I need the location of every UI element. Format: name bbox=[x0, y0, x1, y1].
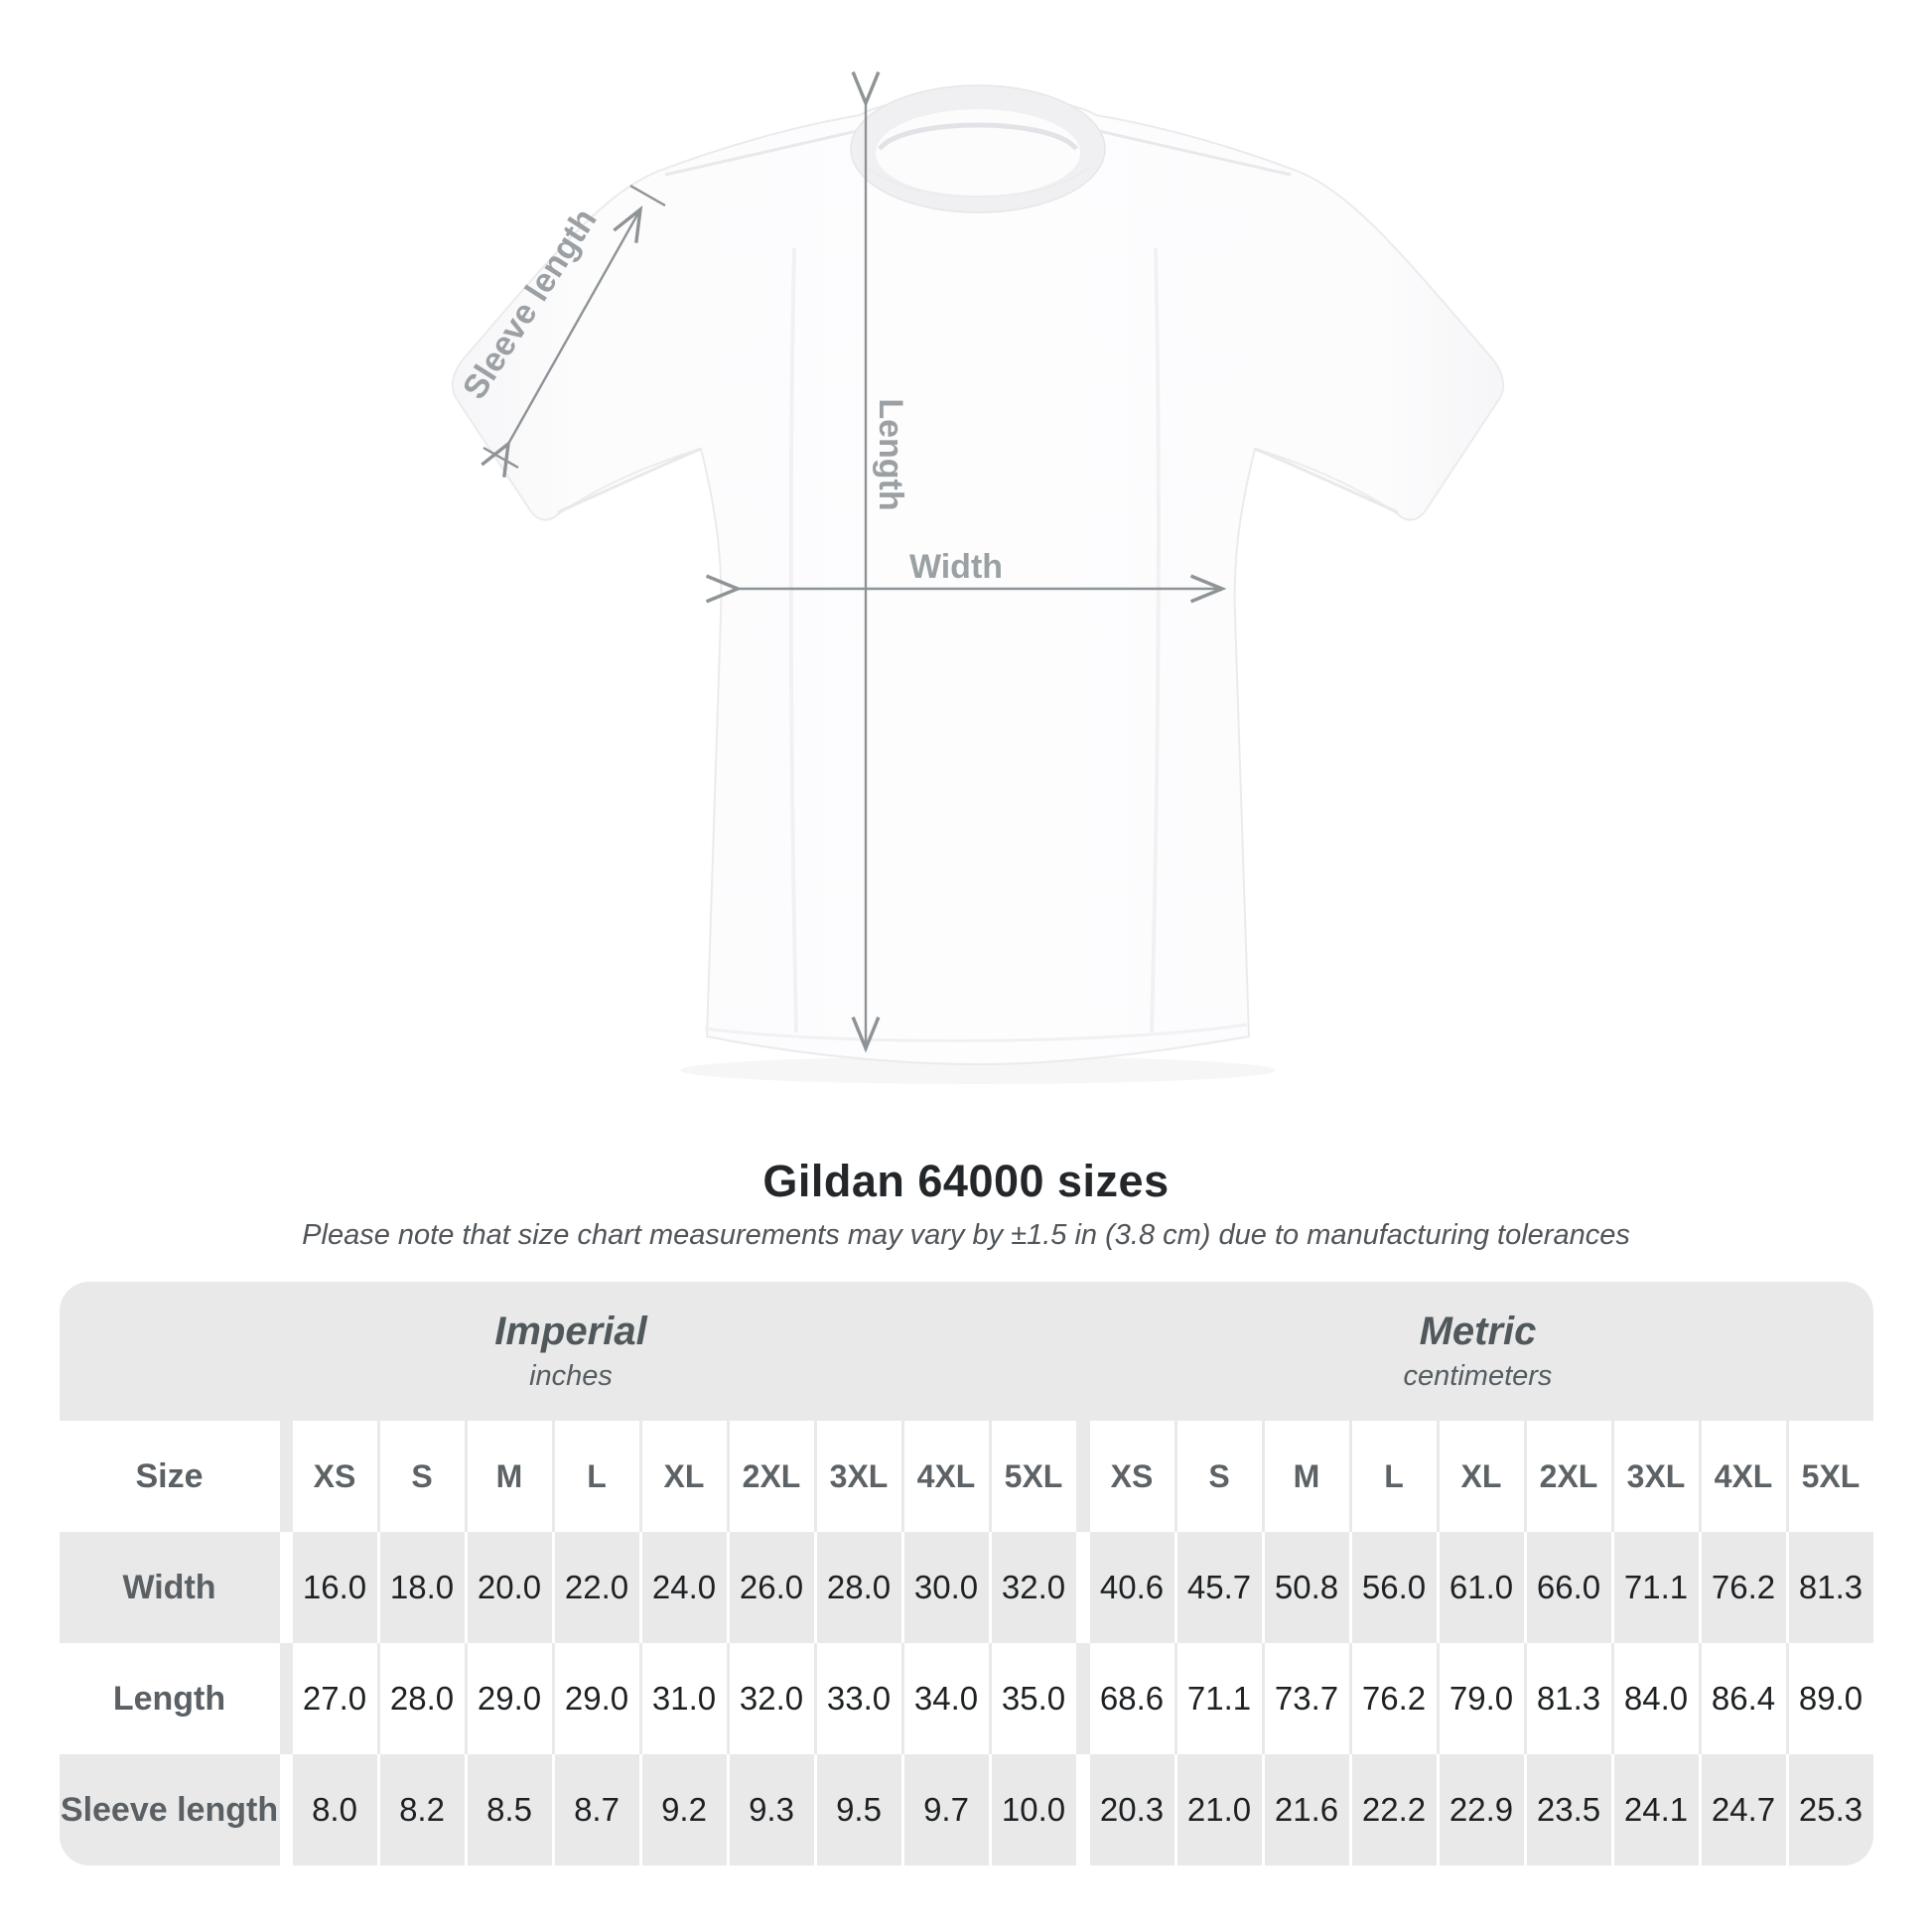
size-chart-rows bbox=[60, 1421, 1873, 1865]
unit-group-divider bbox=[1079, 1754, 1087, 1865]
table-cell: 61.0 bbox=[1440, 1532, 1524, 1643]
size-column-header: 3XL bbox=[1614, 1421, 1699, 1532]
table-cell: 30.0 bbox=[904, 1532, 989, 1643]
table-cell: 24.1 bbox=[1614, 1754, 1699, 1865]
row-label-width: Width bbox=[60, 1532, 280, 1643]
table-cell: 50.8 bbox=[1265, 1532, 1349, 1643]
table-cell: 22.2 bbox=[1352, 1754, 1437, 1865]
table-cell: 9.5 bbox=[817, 1754, 901, 1865]
table-cell: 32.0 bbox=[730, 1643, 814, 1754]
size-column-header: 2XL bbox=[730, 1421, 814, 1532]
column-divider bbox=[283, 1643, 290, 1754]
table-cell: 20.3 bbox=[1090, 1754, 1174, 1865]
table-cell: 29.0 bbox=[468, 1643, 552, 1754]
table-cell: 32.0 bbox=[992, 1532, 1076, 1643]
row-label-length: Length bbox=[60, 1643, 280, 1754]
table-cell: 9.3 bbox=[730, 1754, 814, 1865]
table-row-width bbox=[60, 1532, 1873, 1643]
table-cell: 31.0 bbox=[642, 1643, 727, 1754]
column-divider bbox=[283, 1754, 290, 1865]
row-label-sleeve-length: Sleeve length bbox=[60, 1754, 280, 1865]
table-cell: 22.9 bbox=[1440, 1754, 1524, 1865]
tolerance-note: Please note that size chart measurements may vary by ±1.5 in (3.8 cm) due to manufacturing tolerances bbox=[302, 1219, 1630, 1251]
table-cell: 26.0 bbox=[730, 1532, 814, 1643]
table-cell: 40.6 bbox=[1090, 1532, 1174, 1643]
table-cell: 22.0 bbox=[555, 1532, 639, 1643]
table-row-sleeve-length bbox=[60, 1754, 1873, 1865]
size-column-header: XS bbox=[1090, 1421, 1174, 1532]
sleeve-length-label: Sleeve length bbox=[455, 202, 605, 406]
table-cell: 86.4 bbox=[1702, 1643, 1786, 1754]
imperial-title: Imperial bbox=[494, 1310, 647, 1353]
table-cell: 27.0 bbox=[293, 1643, 377, 1754]
size-column-header: M bbox=[1265, 1421, 1349, 1532]
table-cell: 9.2 bbox=[642, 1754, 727, 1865]
collar bbox=[851, 85, 1105, 212]
size-column-header: L bbox=[555, 1421, 639, 1532]
size-column-header: XL bbox=[642, 1421, 727, 1532]
table-cell: 8.7 bbox=[555, 1754, 639, 1865]
size-column-header: 5XL bbox=[1789, 1421, 1873, 1532]
size-column-header: 2XL bbox=[1527, 1421, 1611, 1532]
size-column-header: M bbox=[468, 1421, 552, 1532]
unit-group-divider bbox=[1079, 1532, 1087, 1643]
table-cell: 56.0 bbox=[1352, 1532, 1437, 1643]
page-title: Gildan 64000 sizes bbox=[762, 1156, 1170, 1206]
table-cell: 45.7 bbox=[1177, 1532, 1262, 1643]
length-label: Length bbox=[872, 398, 909, 511]
size-header-row bbox=[60, 1421, 1873, 1532]
size-chart-table bbox=[60, 1282, 1873, 1865]
table-cell: 81.3 bbox=[1527, 1643, 1611, 1754]
table-cell: 84.0 bbox=[1614, 1643, 1699, 1754]
table-cell: 8.5 bbox=[468, 1754, 552, 1865]
table-cell: 89.0 bbox=[1789, 1643, 1873, 1754]
table-row-length bbox=[60, 1643, 1873, 1754]
table-cell: 81.3 bbox=[1789, 1532, 1873, 1643]
table-cell: 10.0 bbox=[992, 1754, 1076, 1865]
table-cell: 35.0 bbox=[992, 1643, 1076, 1754]
row-label-size: Size bbox=[60, 1421, 280, 1532]
table-cell: 76.2 bbox=[1352, 1643, 1437, 1754]
table-cell: 68.6 bbox=[1090, 1643, 1174, 1754]
table-cell: 33.0 bbox=[817, 1643, 901, 1754]
table-cell: 34.0 bbox=[904, 1643, 989, 1754]
column-divider bbox=[283, 1421, 290, 1532]
unit-header-band bbox=[60, 1282, 1873, 1421]
metric-unit: centimeters bbox=[1403, 1360, 1553, 1392]
width-label: Width bbox=[908, 548, 1004, 586]
table-cell: 29.0 bbox=[555, 1643, 639, 1754]
table-cell: 18.0 bbox=[380, 1532, 465, 1643]
size-column-header: XL bbox=[1440, 1421, 1524, 1532]
unit-group-divider bbox=[1079, 1421, 1087, 1532]
unit-group-divider bbox=[1079, 1643, 1087, 1754]
table-cell: 76.2 bbox=[1702, 1532, 1786, 1643]
table-cell: 9.7 bbox=[904, 1754, 989, 1865]
imperial-unit: inches bbox=[529, 1360, 613, 1392]
table-cell: 28.0 bbox=[380, 1643, 465, 1754]
table-cell: 24.0 bbox=[642, 1532, 727, 1643]
table-cell: 8.2 bbox=[380, 1754, 465, 1865]
table-cell: 79.0 bbox=[1440, 1643, 1524, 1754]
table-cell: 28.0 bbox=[817, 1532, 901, 1643]
table-cell: 21.6 bbox=[1265, 1754, 1349, 1865]
table-cell: 73.7 bbox=[1265, 1643, 1349, 1754]
table-cell: 66.0 bbox=[1527, 1532, 1611, 1643]
metric-title: Metric bbox=[1419, 1310, 1537, 1353]
size-column-header: S bbox=[380, 1421, 465, 1532]
table-cell: 71.1 bbox=[1614, 1532, 1699, 1643]
imperial-header bbox=[60, 1282, 1083, 1421]
size-column-header: 5XL bbox=[992, 1421, 1076, 1532]
size-column-header: L bbox=[1352, 1421, 1437, 1532]
table-cell: 16.0 bbox=[293, 1532, 377, 1643]
table-cell: 71.1 bbox=[1177, 1643, 1262, 1754]
table-cell: 21.0 bbox=[1177, 1754, 1262, 1865]
size-column-header: 4XL bbox=[1702, 1421, 1786, 1532]
size-column-header: 3XL bbox=[817, 1421, 901, 1532]
table-cell: 25.3 bbox=[1789, 1754, 1873, 1865]
column-divider bbox=[283, 1532, 290, 1643]
metric-header bbox=[1083, 1282, 1873, 1421]
size-column-header: S bbox=[1177, 1421, 1262, 1532]
size-column-header: 4XL bbox=[904, 1421, 989, 1532]
table-cell: 23.5 bbox=[1527, 1754, 1611, 1865]
table-cell: 24.7 bbox=[1702, 1754, 1786, 1865]
table-cell: 20.0 bbox=[468, 1532, 552, 1643]
size-column-header: XS bbox=[293, 1421, 377, 1532]
table-cell: 8.0 bbox=[293, 1754, 377, 1865]
